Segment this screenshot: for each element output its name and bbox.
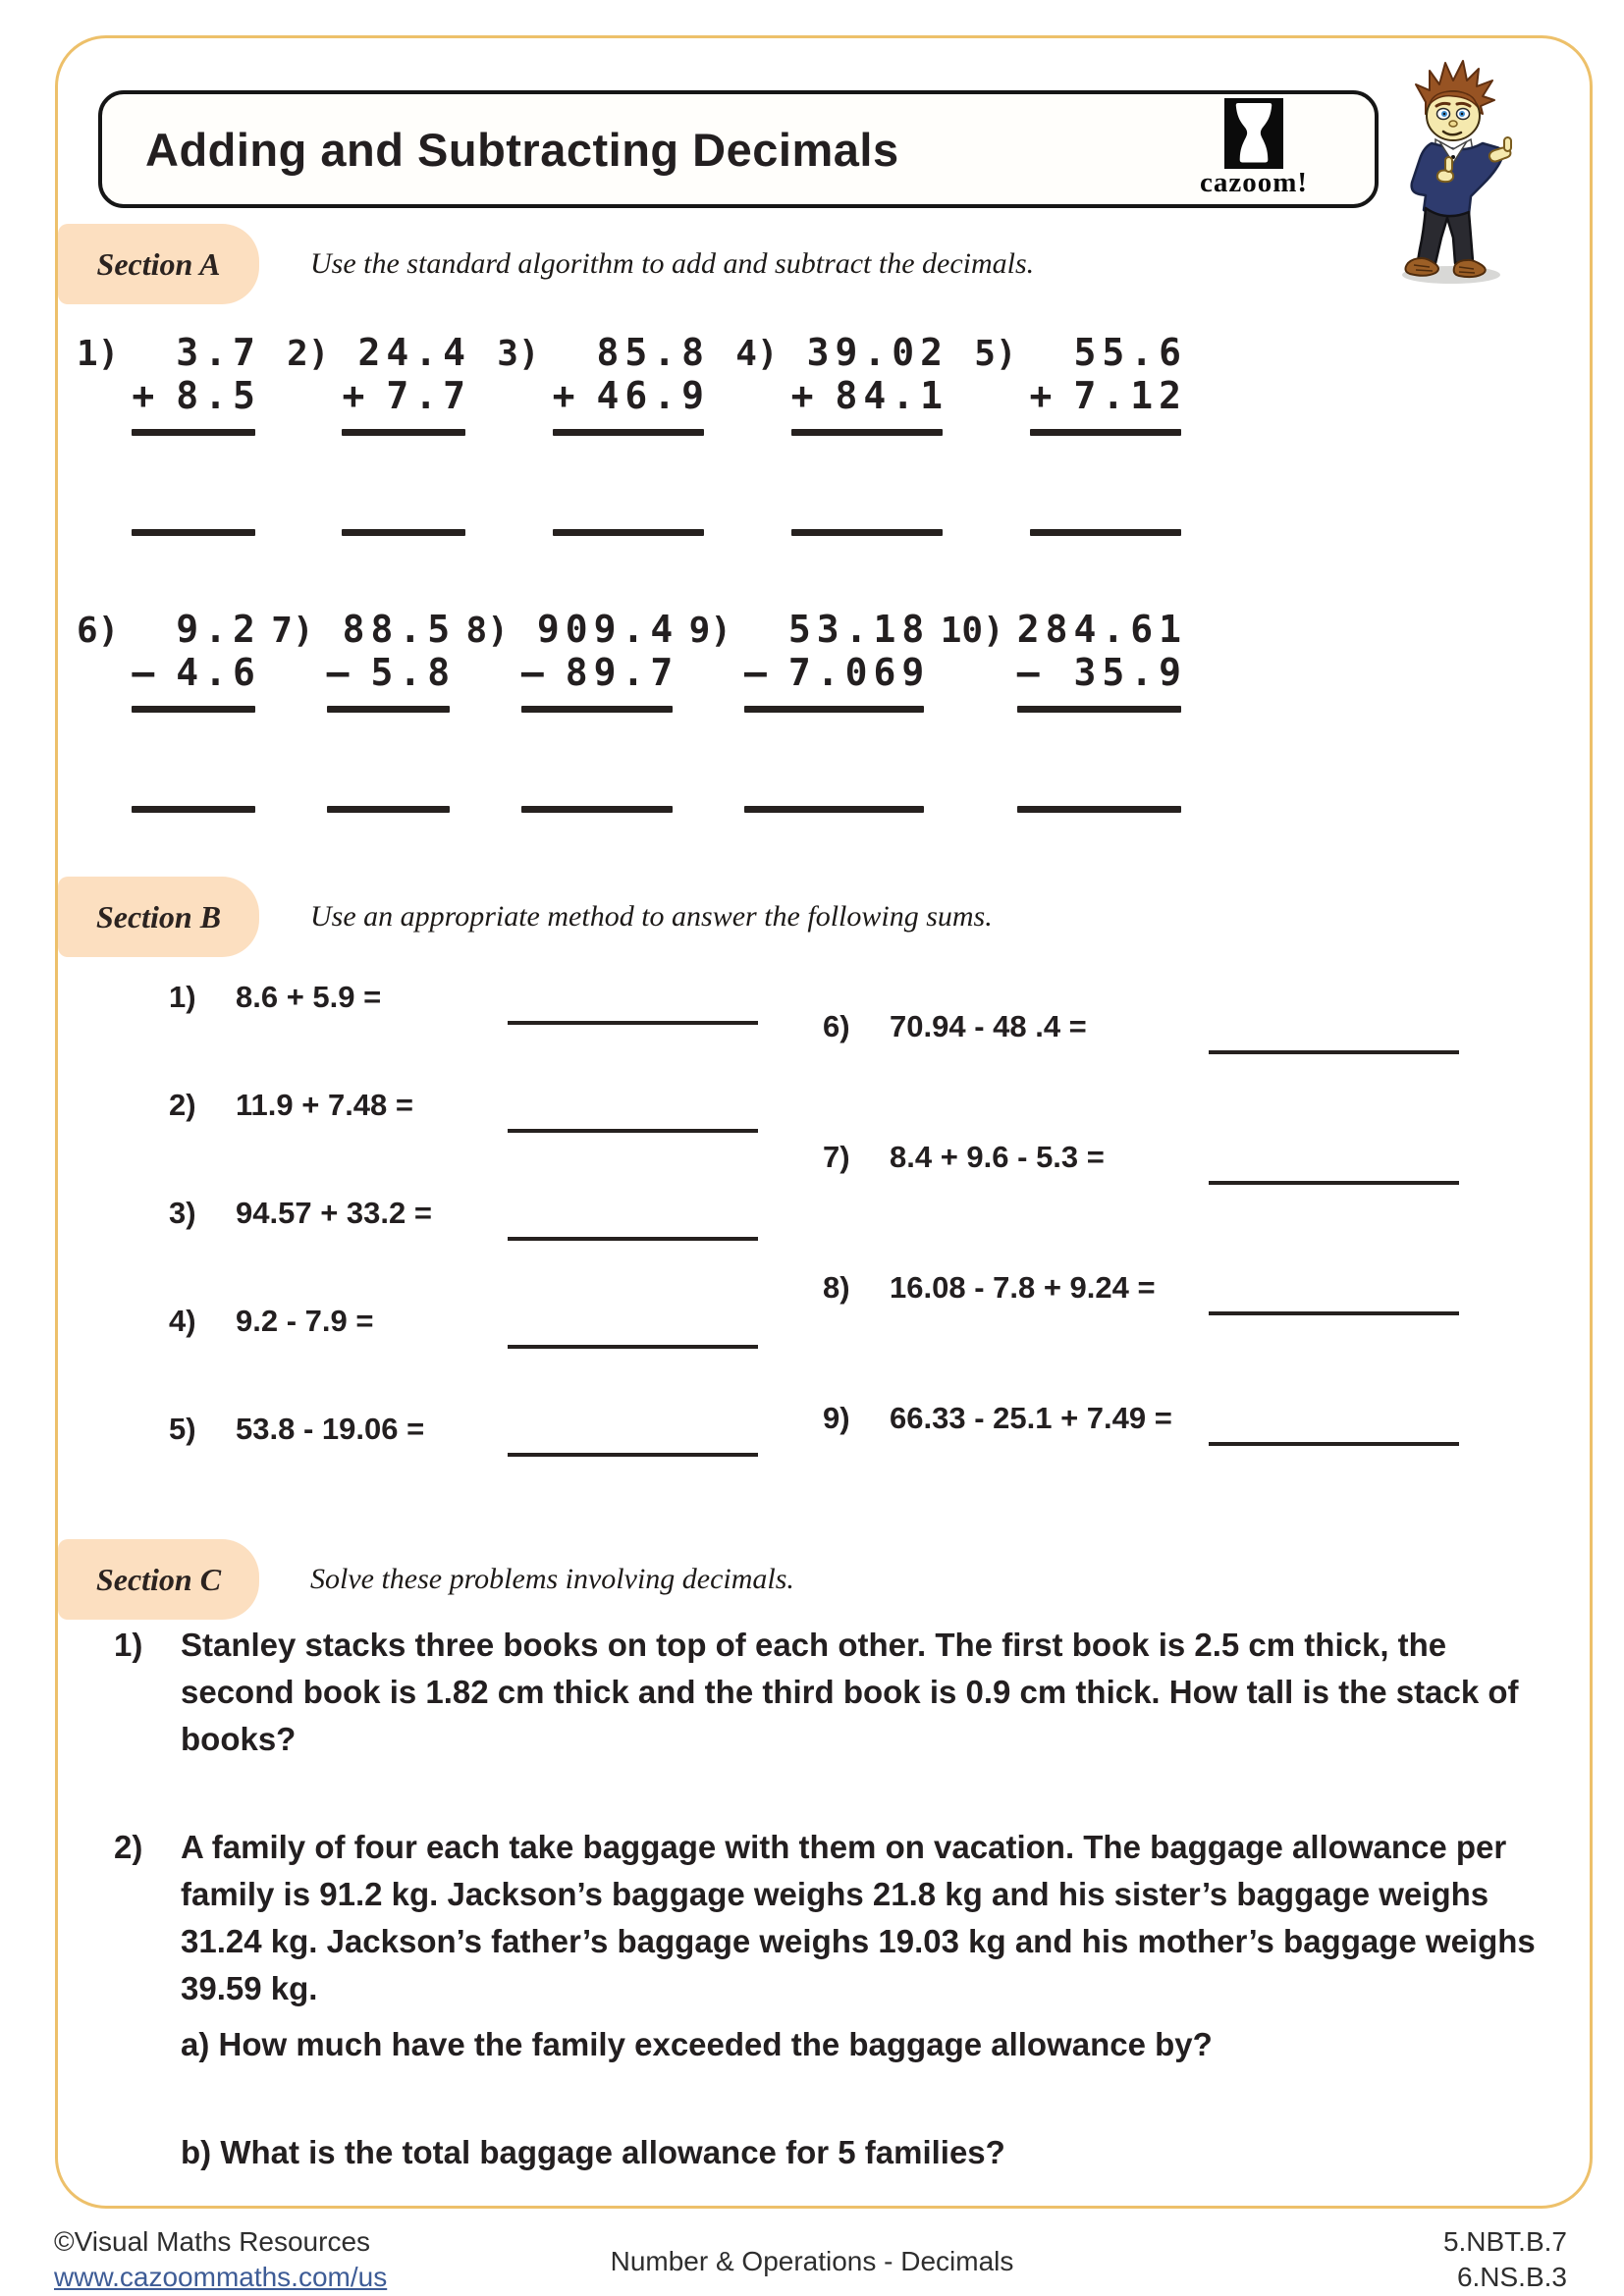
standard-code-1: 5.NBT.B.7 xyxy=(1442,2226,1567,2257)
vertical-problem-10 xyxy=(940,608,1187,813)
operator: + xyxy=(790,373,820,417)
word-problem-2 xyxy=(114,1824,1540,2176)
problem-number: 5) xyxy=(974,334,1017,374)
problem-number: 8) xyxy=(465,611,509,651)
vertical-problem-6 xyxy=(77,608,261,813)
footer-topic: Number & Operations - Decimals xyxy=(610,2246,1014,2276)
answer-blank[interactable] xyxy=(508,1345,758,1349)
operator: – xyxy=(520,650,550,694)
vertical-problem-9 xyxy=(688,608,931,813)
operand-top: 284.61 xyxy=(1016,608,1187,651)
operand-top: 24.4 xyxy=(357,331,471,374)
answer-blank[interactable] xyxy=(1209,1311,1459,1315)
item-number: 2) xyxy=(169,1088,196,1122)
section-c-header xyxy=(58,1539,794,1620)
operand-top: 85.8 xyxy=(596,331,710,374)
answer-blank[interactable] xyxy=(1209,1442,1459,1446)
equals-bar xyxy=(553,429,704,436)
item-number: 1) xyxy=(114,1627,143,1663)
problem-text: Stanley stacks three books on top of each other. The first book is 2.5 cm thick, the second book is 1.82 cm thick and the third book is 0.9 cm thick. How tall is the stack of books? xyxy=(181,1627,1519,1757)
sum-item-3 xyxy=(169,1196,758,1304)
answer-blank[interactable] xyxy=(1030,529,1181,536)
expression: 70.94 - 48 .4 = xyxy=(890,1009,1087,1043)
answer-blank[interactable] xyxy=(1209,1050,1459,1054)
problem-number: 9) xyxy=(688,611,732,651)
expression: 16.08 - 7.8 + 9.24 = xyxy=(890,1270,1156,1305)
item-number: 9) xyxy=(823,1401,850,1435)
answer-blank[interactable] xyxy=(508,1453,758,1457)
answer-blank[interactable] xyxy=(327,806,451,813)
answer-blank[interactable] xyxy=(508,1237,758,1241)
expression: 66.33 - 25.1 + 7.49 = xyxy=(890,1401,1172,1435)
answer-blank[interactable] xyxy=(744,806,924,813)
section-a-instruction: Use the standard algorithm to add and subtract the decimals. xyxy=(310,247,1035,280)
expression: 11.9 + 7.48 = xyxy=(236,1088,414,1122)
operand-bottom: 84.1 xyxy=(835,373,948,417)
operand-bottom: 5.8 xyxy=(370,650,457,694)
operand-bottom: 8.5 xyxy=(176,373,261,417)
answer-blank[interactable] xyxy=(342,529,465,536)
equals-bar xyxy=(1030,429,1181,436)
page-title: Adding and Subtracting Decimals xyxy=(145,123,899,176)
item-number: 8) xyxy=(823,1270,850,1305)
answer-blank[interactable] xyxy=(508,1129,758,1133)
operand-top: 88.5 xyxy=(342,608,457,651)
expression: 94.57 + 33.2 = xyxy=(236,1196,432,1230)
equals-bar xyxy=(132,429,255,436)
item-number: 7) xyxy=(823,1140,850,1174)
expression: 53.8 - 19.06 = xyxy=(236,1412,425,1446)
section-b-left-column xyxy=(169,980,758,1520)
item-number: 3) xyxy=(169,1196,196,1230)
operand-top: 53.18 xyxy=(787,608,931,651)
section-b-header xyxy=(58,877,993,957)
sum-item-2 xyxy=(169,1088,758,1196)
answer-blank[interactable] xyxy=(132,806,255,813)
answer-blank[interactable] xyxy=(132,529,255,536)
answer-blank[interactable] xyxy=(791,529,943,536)
operator: – xyxy=(1016,650,1046,694)
operator: – xyxy=(326,650,355,694)
answer-blank[interactable] xyxy=(1017,806,1181,813)
section-b-instruction: Use an appropriate method to answer the following sums. xyxy=(310,900,993,933)
problem-number: 1) xyxy=(77,334,120,374)
answer-blank[interactable] xyxy=(1209,1181,1459,1185)
cazoom-logo xyxy=(1180,98,1327,199)
website-link[interactable]: www.cazoommaths.com/us xyxy=(54,2262,388,2293)
item-number: 4) xyxy=(169,1304,196,1338)
answer-blank[interactable] xyxy=(521,806,673,813)
equals-bar xyxy=(1017,706,1181,713)
problem-number: 10) xyxy=(940,611,1004,651)
item-number: 1) xyxy=(169,980,196,1014)
operand-bottom: 7.7 xyxy=(386,373,471,417)
operator: – xyxy=(132,650,161,694)
equals-bar xyxy=(327,706,451,713)
vertical-problem-1 xyxy=(77,331,261,536)
problem-part-b: b) What is the total baggage allowance for 5 families? xyxy=(181,2134,1005,2171)
section-a-row-1 xyxy=(77,331,1187,536)
footer-standards xyxy=(1443,2224,1567,2296)
problem-part-a: a) How much have the family exceeded the baggage allowance by? xyxy=(181,2026,1213,2063)
equals-bar xyxy=(132,706,255,713)
sum-item-8 xyxy=(823,1270,1459,1401)
sum-item-9 xyxy=(823,1401,1459,1531)
problem-number: 4) xyxy=(735,334,779,374)
title-box xyxy=(98,90,1379,208)
vertical-problem-2 xyxy=(287,331,471,536)
vertical-problem-3 xyxy=(497,331,710,536)
operand-bottom: 35.9 xyxy=(1073,650,1187,694)
vertical-problem-5 xyxy=(974,331,1187,536)
operand-bottom: 89.7 xyxy=(565,650,679,694)
operator: + xyxy=(1029,373,1058,417)
vertical-problem-8 xyxy=(465,608,679,813)
operand-bottom: 7.12 xyxy=(1073,373,1187,417)
problem-number: 2) xyxy=(287,334,330,374)
operand-bottom: 4.6 xyxy=(176,650,261,694)
item-number: 2) xyxy=(114,1829,143,1865)
vertical-problem-4 xyxy=(735,331,948,536)
operator: + xyxy=(132,373,161,417)
expression: 8.6 + 5.9 = xyxy=(236,980,382,1014)
section-b-right-column xyxy=(823,1009,1459,1531)
problem-number: 7) xyxy=(271,611,314,651)
standard-code-2: 6.NS.B.3 xyxy=(1456,2262,1567,2293)
word-problem-1 xyxy=(114,1622,1540,1763)
operand-top: 39.02 xyxy=(806,331,948,374)
operand-top: 909.4 xyxy=(536,608,679,651)
operand-bottom: 46.9 xyxy=(596,373,710,417)
sum-item-1 xyxy=(169,980,758,1088)
section-a-row-2 xyxy=(77,608,1187,813)
operand-bottom: 7.069 xyxy=(787,650,931,694)
equals-bar xyxy=(521,706,673,713)
goblet-icon xyxy=(1223,98,1284,169)
vertical-problem-7 xyxy=(271,608,457,813)
sum-item-7 xyxy=(823,1140,1459,1270)
problem-number: 3) xyxy=(497,334,540,374)
equals-bar xyxy=(791,429,943,436)
item-number: 5) xyxy=(169,1412,196,1446)
cartoon-boy-mascot xyxy=(1396,55,1516,285)
sum-item-6 xyxy=(823,1009,1459,1140)
operand-top: 55.6 xyxy=(1073,331,1187,374)
operator: + xyxy=(552,373,581,417)
expression: 9.2 - 7.9 = xyxy=(236,1304,374,1338)
expression: 8.4 + 9.6 - 5.3 = xyxy=(890,1140,1105,1174)
problem-text: A family of four each take baggage with them on vacation. The baggage allowance per family is 91.2 kg. Jackson’s baggage weighs 21.8 kg and his sister’s baggage weighs 31.24 kg. Jackson’s father’s baggage weighs 19.03 kg and his mother’s baggage weighs 39.59 kg. xyxy=(181,1829,1536,2006)
equals-bar xyxy=(342,429,465,436)
section-c-instruction: Solve these problems involving decimals. xyxy=(310,1563,794,1595)
operand-top: 9.2 xyxy=(176,608,261,651)
section-a-header xyxy=(58,224,1034,304)
equals-bar xyxy=(744,706,924,713)
answer-blank[interactable] xyxy=(553,529,704,536)
section-a-tab: Section A xyxy=(58,224,259,304)
answer-blank[interactable] xyxy=(508,1021,758,1025)
section-b-tab: Section B xyxy=(58,877,259,957)
problem-number: 6) xyxy=(77,611,120,651)
item-number: 6) xyxy=(823,1009,850,1043)
cazoom-wordmark: cazoom! xyxy=(1199,167,1309,198)
section-c-tab: Section C xyxy=(58,1539,259,1620)
copyright-text: ©Visual Maths Resources xyxy=(54,2226,371,2257)
operator: + xyxy=(342,373,371,417)
sum-item-5 xyxy=(169,1412,758,1520)
operator: – xyxy=(744,650,773,694)
sum-item-4 xyxy=(169,1304,758,1412)
operand-top: 3.7 xyxy=(176,331,261,374)
